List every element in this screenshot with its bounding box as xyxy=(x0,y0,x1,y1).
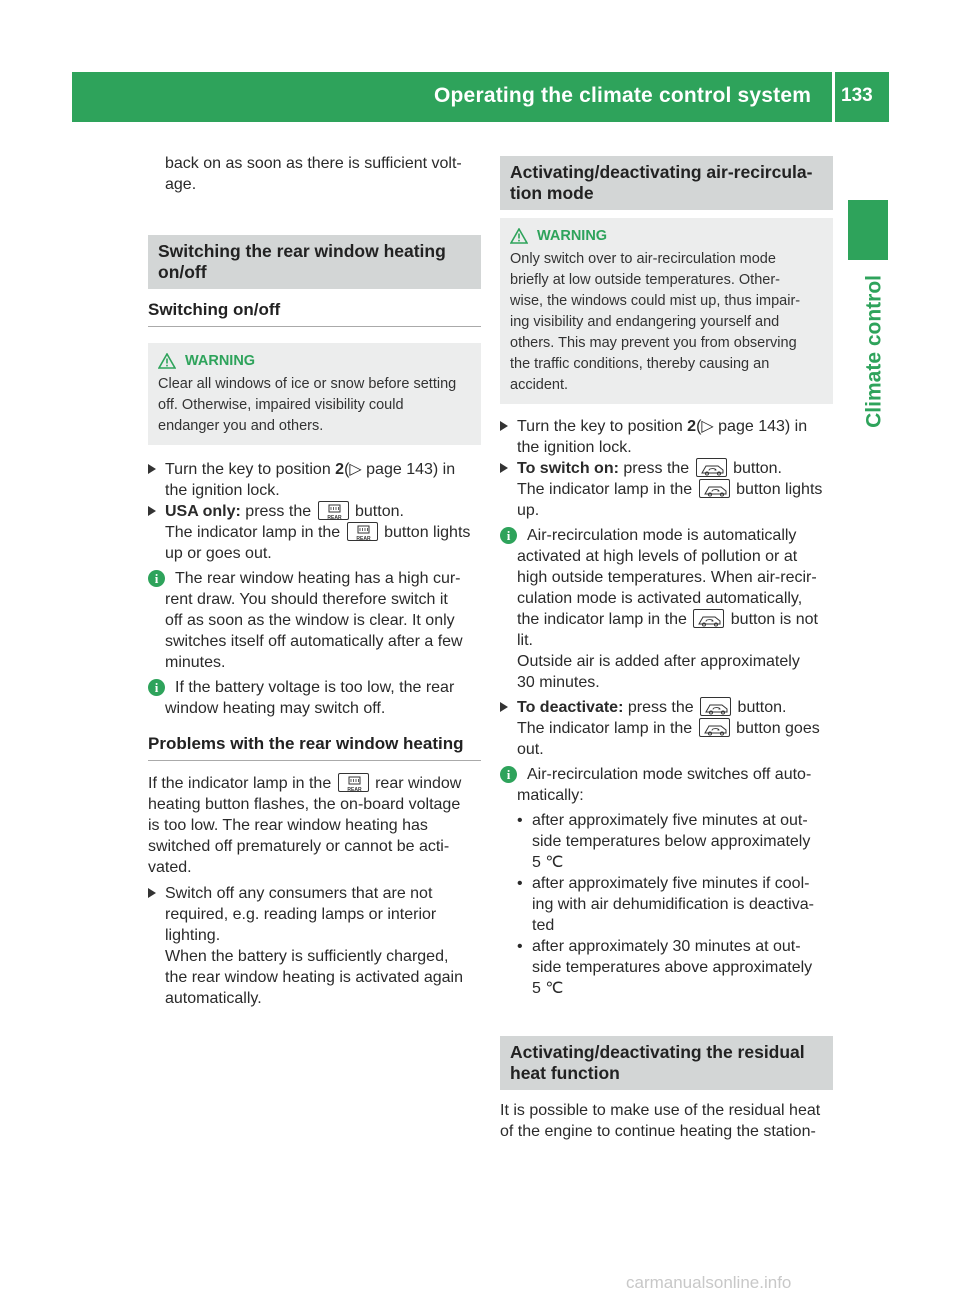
step-text: press the xyxy=(618,460,694,477)
page-header-bar xyxy=(72,72,889,122)
text-line: minutes. xyxy=(165,654,226,671)
air-recirculation-icon xyxy=(693,609,724,628)
text-line: Switch off any consumers that are not xyxy=(165,885,433,902)
body-text: rear window xyxy=(370,775,462,792)
text-line: up. xyxy=(517,502,540,519)
info-icon: i xyxy=(500,766,517,783)
list-item xyxy=(517,810,833,873)
bullet-dot: • xyxy=(517,938,523,955)
key-position: 2 xyxy=(335,461,345,478)
text-line: ing with air dehumidification is deactiva- xyxy=(532,896,814,913)
step-item xyxy=(500,697,833,760)
info-note-cont xyxy=(500,785,833,806)
step-text: button. xyxy=(350,503,404,520)
text-line xyxy=(148,773,481,794)
body-text: button is not xyxy=(726,611,818,628)
subheading-switching: Switching on/off xyxy=(148,299,481,327)
bullet-list xyxy=(500,810,833,999)
section-heading-air-recirculation xyxy=(500,156,833,210)
text-line: others. This may prevent you from observing xyxy=(510,335,797,351)
info-icon: i xyxy=(148,679,165,696)
text-line: ted xyxy=(532,917,555,934)
left-column xyxy=(148,150,481,1009)
step-arrow-icon xyxy=(148,464,156,474)
text-line: off. Otherwise, impaired visibility could xyxy=(158,397,404,413)
heading-line: heat function xyxy=(510,1063,620,1083)
heading-line: tion mode xyxy=(510,183,594,203)
info-icon: i xyxy=(148,570,165,587)
page-reference: (▷ page 143) in xyxy=(696,418,808,435)
problem-paragraph xyxy=(148,773,481,878)
section-heading-residual-heat xyxy=(500,1036,833,1090)
header-separator xyxy=(832,72,835,122)
text-line: the ignition lock. xyxy=(517,439,632,456)
air-recirculation-icon xyxy=(699,479,730,498)
text-line: after approximately five minutes at out- xyxy=(532,812,808,829)
side-tab-label: Climate control xyxy=(862,275,886,428)
info-note xyxy=(500,764,833,785)
step-label: USA only: xyxy=(165,503,241,520)
step-text: press the xyxy=(623,699,699,716)
text-line: When the battery is sufficiently charged, xyxy=(165,948,449,965)
step-text: button lights xyxy=(379,524,471,541)
text-line: heating button flashes, the on-board voltage xyxy=(148,796,461,813)
heading-line: Switching the rear window heating xyxy=(158,241,446,261)
text-line: briefly at low outside temperatures. Other- xyxy=(510,272,780,288)
text-line: rent draw. You should therefore switch it xyxy=(165,591,448,608)
text-line: after approximately 30 minutes at out- xyxy=(532,938,801,955)
right-column xyxy=(500,150,833,1142)
svg-text:REAR: REAR xyxy=(326,515,342,521)
step-label: To switch on: xyxy=(517,460,619,477)
text-line: the ignition lock. xyxy=(165,482,280,499)
text-line: automatically. xyxy=(165,990,262,1007)
page-reference: (▷ page 143) in xyxy=(344,461,456,478)
text-line: side temperatures below approximately xyxy=(532,833,811,850)
step-arrow-icon xyxy=(148,506,156,516)
info-note-cont xyxy=(500,546,833,693)
bullet-dot: • xyxy=(517,875,523,892)
text-line: of the engine to continue heating the station- xyxy=(500,1123,816,1140)
air-recirculation-icon xyxy=(699,718,730,737)
rear-window-heating-icon xyxy=(338,773,369,792)
subheading-problems: Problems with the rear window heating xyxy=(148,733,481,761)
info-note xyxy=(148,677,481,698)
text-line xyxy=(517,697,833,718)
step-text: button. xyxy=(733,699,787,716)
text-line: activated at high levels of pollution or at xyxy=(517,548,798,565)
side-tab-label-wrap xyxy=(860,275,888,635)
text-line: Outside air is added after approximately xyxy=(517,653,800,670)
warning-box xyxy=(148,343,481,445)
step-arrow-icon xyxy=(500,463,508,473)
body-text: the indicator lamp in the xyxy=(517,611,692,628)
bullet-dot: • xyxy=(517,812,523,829)
warning-label: WARNING xyxy=(537,228,608,244)
text-line: age. xyxy=(165,176,197,193)
air-recirculation-icon xyxy=(700,697,731,716)
text-line: lighting. xyxy=(165,927,221,944)
info-note-cont xyxy=(148,589,481,673)
warning-label: WARNING xyxy=(185,353,256,369)
step-item xyxy=(500,416,833,458)
text-line: side temperatures above approximately xyxy=(532,959,813,976)
text-line: required, e.g. reading lamps or interior xyxy=(165,906,437,923)
text-line: accident. xyxy=(510,377,569,393)
body-text: If the indicator lamp in the xyxy=(148,775,336,792)
text-line: Air-recirculation mode switches off auto- xyxy=(527,766,812,783)
intro-text xyxy=(148,153,481,195)
text-line: the traffic conditions, thereby causing an xyxy=(510,356,770,372)
text-line xyxy=(165,459,481,480)
side-tab-marker xyxy=(848,200,888,260)
step-arrow-icon xyxy=(500,421,508,431)
step-text: button lights xyxy=(731,481,823,498)
text-line xyxy=(165,522,481,543)
text-line: lit. xyxy=(517,632,533,649)
info-note xyxy=(148,568,481,589)
text-line xyxy=(517,416,833,437)
info-note xyxy=(500,525,833,546)
text-line: Air-recirculation mode is automatically xyxy=(527,527,797,544)
step-text: The indicator lamp in the xyxy=(165,524,345,541)
text-line: 30 minutes. xyxy=(517,674,600,691)
text-line: off as soon as the window is clear. It only xyxy=(165,612,455,629)
text-line: up or goes out. xyxy=(165,545,272,562)
warning-text xyxy=(510,249,823,396)
text-line: high outside temperatures. When air-recir- xyxy=(517,569,817,586)
text-line: Only switch over to air-recirculation mode xyxy=(510,251,776,267)
rear-window-heating-icon xyxy=(347,522,378,541)
key-position: 2 xyxy=(687,418,697,435)
text-line: the rear window heating is activated again xyxy=(165,969,463,986)
step-text: button. xyxy=(728,460,782,477)
info-icon: i xyxy=(500,527,517,544)
page-header-title: Operating the climate control system xyxy=(434,84,812,107)
text-line: switched off prematurely or cannot be acti- xyxy=(148,838,450,855)
text-line xyxy=(165,501,481,522)
list-item xyxy=(517,936,833,999)
info-note-cont xyxy=(148,698,481,719)
text-line: It is possible to make use of the residual heat xyxy=(500,1102,821,1119)
text-line xyxy=(517,479,833,500)
step-item xyxy=(148,501,481,564)
step-arrow-icon xyxy=(500,702,508,712)
text-line: ing visibility and endangering yourself and xyxy=(510,314,780,330)
text-line: switches itself off automatically after a few xyxy=(165,633,463,650)
text-line: culation mode is activated automatically, xyxy=(517,590,803,607)
section-heading-rear-window xyxy=(148,235,481,289)
step-text: button goes xyxy=(731,720,820,737)
warning-triangle-icon xyxy=(158,353,176,369)
text-line xyxy=(517,458,833,479)
warning-text xyxy=(158,374,471,437)
step-label: To deactivate: xyxy=(517,699,624,716)
step-text: press the xyxy=(240,503,316,520)
text-line xyxy=(517,609,833,630)
text-line: back on as soon as there is sufficient volt- xyxy=(165,155,462,172)
text-line: 5 ℃ xyxy=(532,980,564,997)
step-text: Turn the key to position xyxy=(517,418,688,435)
text-line: endanger you and others. xyxy=(158,418,324,434)
step-item xyxy=(148,883,481,1009)
text-line: out. xyxy=(517,741,544,758)
heading-line: on/off xyxy=(158,262,207,282)
step-text: Turn the key to position xyxy=(165,461,336,478)
step-item xyxy=(148,459,481,501)
text-line: The rear window heating has a high cur- xyxy=(175,570,461,587)
rear-window-heating-icon xyxy=(318,501,349,520)
text-line: wise, the windows could mist up, thus impair- xyxy=(510,293,801,309)
heading-line: Activating/deactivating air-recircula- xyxy=(510,162,813,182)
svg-text:REAR: REAR xyxy=(347,787,362,793)
step-text: The indicator lamp in the xyxy=(517,720,697,737)
text-line: Clear all windows of ice or snow before setting xyxy=(158,376,457,392)
heading-line: Activating/deactivating the residual xyxy=(510,1042,805,1062)
text-line: after approximately five minutes if cool- xyxy=(532,875,810,892)
text-line: is too low. The rear window heating has xyxy=(148,817,428,834)
list-item xyxy=(517,873,833,936)
warning-title xyxy=(158,351,471,371)
text-line: window heating may switch off. xyxy=(165,700,386,717)
warning-title xyxy=(510,226,823,246)
svg-text:REAR: REAR xyxy=(356,536,371,542)
step-text: The indicator lamp in the xyxy=(517,481,697,498)
text-line: matically: xyxy=(517,787,584,804)
page-number: 133 xyxy=(841,85,873,106)
text-line: vated. xyxy=(148,859,192,876)
residual-heat-paragraph xyxy=(500,1100,833,1142)
watermark-text: carmanualsonline.info xyxy=(626,1273,792,1292)
step-arrow-icon xyxy=(148,888,156,898)
air-recirculation-icon xyxy=(696,458,727,477)
step-item xyxy=(500,458,833,521)
text-line: 5 ℃ xyxy=(532,854,564,871)
text-line: If the battery voltage is too low, the rear xyxy=(175,679,455,696)
warning-box xyxy=(500,218,833,404)
text-line xyxy=(517,718,833,739)
warning-triangle-icon xyxy=(510,228,528,244)
